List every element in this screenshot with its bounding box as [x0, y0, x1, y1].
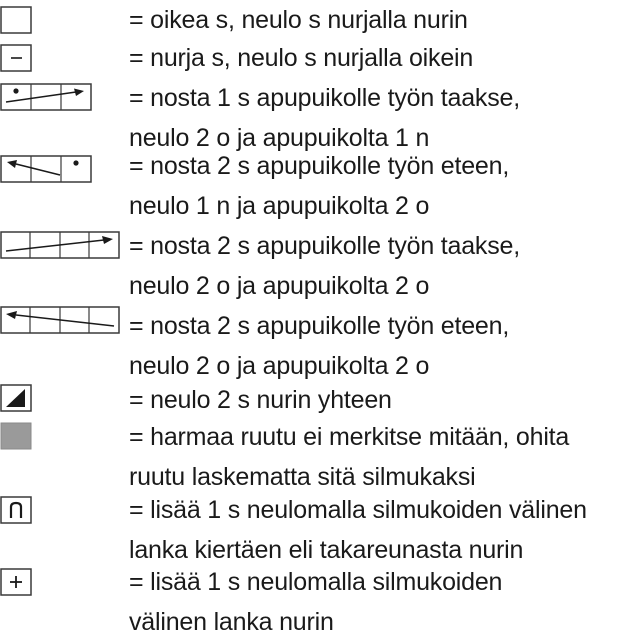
legend-text: [129, 38, 473, 78]
legend-line: = nosta 2 s apupuikolle työn taakse,: [129, 232, 520, 260]
plus-symbol-icon: [0, 568, 34, 598]
legend-line: lanka kiertäen eli takareunasta nurin: [129, 536, 524, 564]
legend-line: välinen lanka nurin: [129, 608, 334, 636]
legend-line: = nosta 1 s apupuikolle työn taakse,: [129, 84, 520, 112]
legend-line: = oikea s, neulo s nurjalla nurin: [129, 6, 468, 34]
cable-right-arrow-dot-icon: [0, 83, 96, 113]
legend-line: = nosta 2 s apupuikolle työn eteen,: [129, 152, 510, 180]
minus-square-icon: [0, 44, 34, 74]
legend-line: ruutu laskematta sitä silmukaksi: [129, 463, 476, 491]
legend-line: neulo 2 o ja apupuikolta 1 n: [129, 124, 430, 152]
legend-line: = nosta 2 s apupuikolle työn eteen,: [129, 312, 510, 340]
n-symbol-icon: [0, 496, 34, 526]
cable-4-left-arrow-icon: [0, 306, 124, 336]
blank-square-icon: [0, 6, 34, 36]
legend-line: neulo 2 o ja apupuikolta 2 o: [129, 272, 430, 300]
legend-text: [129, 306, 509, 386]
legend-line: = lisää 1 s neulomalla silmukoiden välinen: [129, 496, 587, 524]
legend-text: [129, 417, 569, 497]
legend-text: [129, 226, 520, 306]
legend-line: = nurja s, neulo s nurjalla oikein: [129, 44, 474, 72]
legend-text: [129, 0, 468, 40]
legend-line: = neulo 2 s nurin yhteen: [129, 386, 392, 414]
legend-line: = harmaa ruutu ei merkitse mitään, ohita: [129, 423, 570, 451]
legend-line: neulo 2 o ja apupuikolta 2 o: [129, 352, 430, 380]
legend-text: [129, 380, 392, 420]
black-triangle-icon: [0, 384, 34, 414]
legend-text: [129, 490, 587, 570]
legend-text: [129, 562, 502, 642]
grey-square-icon: [0, 422, 34, 452]
legend-line: = lisää 1 s neulomalla silmukoiden: [129, 568, 503, 596]
legend-line: neulo 1 n ja apupuikolta 2 o: [129, 192, 430, 220]
legend-text: [129, 146, 509, 226]
cable-left-arrow-dot-icon: [0, 155, 96, 185]
cable-4-right-arrow-icon: [0, 231, 124, 261]
